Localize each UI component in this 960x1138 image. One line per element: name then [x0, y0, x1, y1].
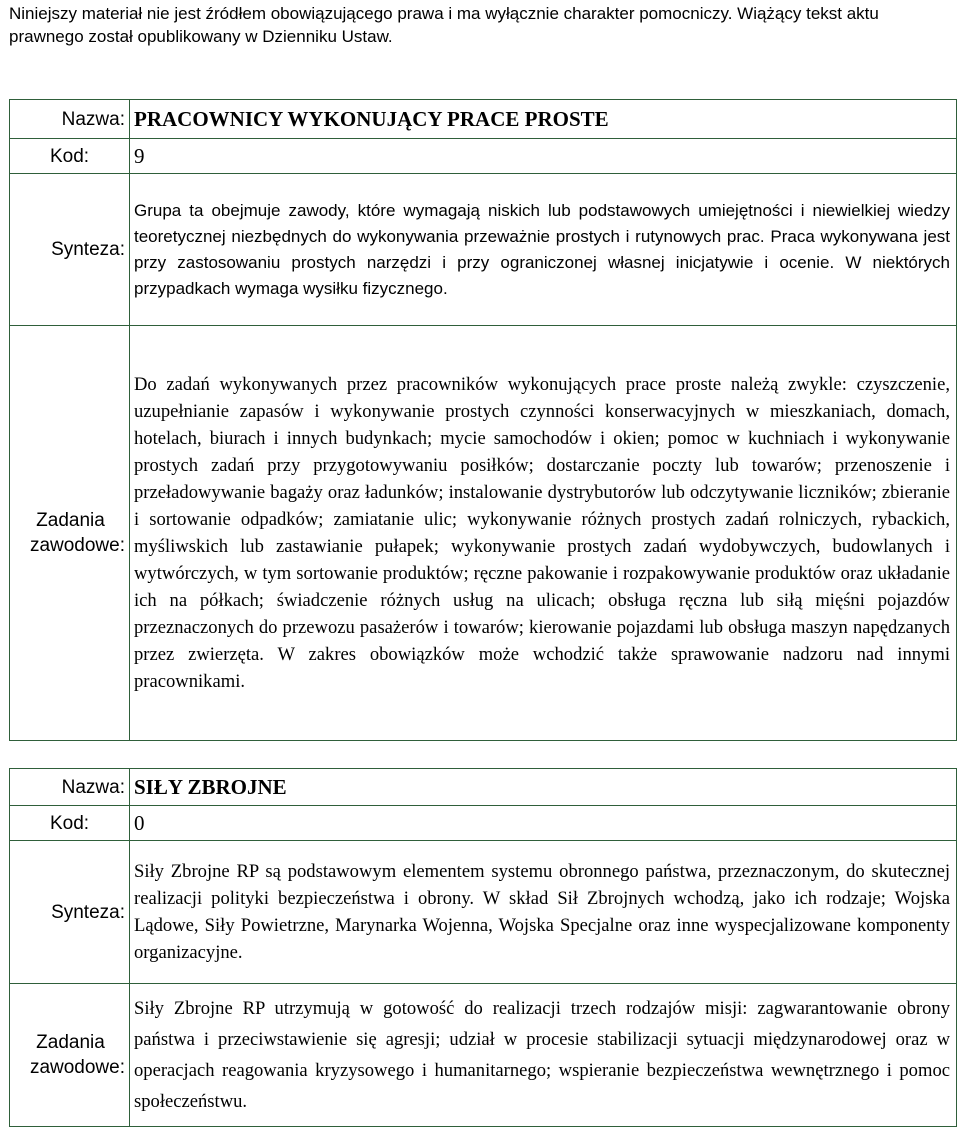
synthesis-row	[10, 841, 957, 984]
synthesis-text: Siły Zbrojne RP są podstawowym elementem systemu obronnego państwa, przeznaczonym, do skutecznej realizacji polityki bezpieczeństwa i obrony. W skład Sił Zbrojnych wchodzą, jako ich rodzaje; Wojska Lądowe, Siły Powietrzne, Marynarka Wojenna, Wojska Specjalne oraz inne wyspecjalizowane komponenty organizacyjne.	[134, 861, 950, 963]
tasks-label-line1: Zadania	[36, 1032, 105, 1053]
tasks-label-line2: zawodowe:	[29, 1057, 125, 1078]
tasks-text: Siły Zbrojne RP utrzymują w gotowość do realizacji trzech rodzajów misji: zagwarantowanie obrony państwa i przeciwstawienie się agresji; udział w procesie stabilizacji sytuacji międzynarodowej oraz w operacjach reagowania kryzysowego i humanitarnego; wspieranie bezpieczeństwa wewnętrznego i pomoc społeczeństwu.	[134, 998, 950, 1112]
group-name: PRACOWNICY WYKONUJĄCY PRACE PROSTE	[130, 100, 957, 139]
synthesis-cell	[130, 841, 957, 984]
code-label: Kod:	[10, 139, 130, 174]
name-label: Nazwa:	[10, 769, 130, 806]
tasks-label	[10, 326, 130, 741]
disclaimer-text: Niniejszy materiał nie jest źródłem obowiązującego prawa i ma wyłącznie charakter pomocniczy. Wiążący tekst aktu prawnego został opublikowany w Dzienniku Ustaw.	[9, 4, 879, 46]
occupation-table-0	[9, 768, 957, 1127]
code-row	[10, 139, 957, 174]
tasks-text: Do zadań wykonywanych przez pracowników wykonujących prace proste należą zwykle: czyszczenie, uzupełnianie zapasów i wykonywanie prostych czynności konserwacyjnych w mieszkaniach, domach, hotelach, biurach i innych budynkach; mycie samochodów i okien; pomoc w kuchniach i wykonywanie prostych zadań przy przygotowywaniu posiłków; dostarczanie poczty lub towarów; przenoszenie i przeładowywanie bagaży oraz ładunków; instalowanie dystrybutorów lub odczytywanie liczników; zbieranie i sortowanie odpadków; zamiatanie ulic; wykonywanie różnych prostych zadań rolniczych, rybackich, myśliwskich lub zastawianie pułapek; wykonywanie prostych zadań wydobywczych, budowlanych i wytwórczych, w tym sortowanie produktów; ręczne pakowanie i rozpakowywanie produktów oraz układanie ich na półkach; świadczenie różnych usług na ulicach; obsługa ręczna lub siłą mięśni pojazdów przeznaczonych do przewozu pasażerów i towarów; kierowanie pojazdami lub obsługa maszyn napędzanych przez zwierzęta. W zakres obowiązków może wchodzić także sprawowanie nadzoru nad innymi pracownikami.	[134, 374, 950, 692]
synthesis-cell	[130, 174, 957, 326]
tasks-label-line2: zawodowe:	[29, 535, 125, 556]
group-code: 0	[130, 806, 957, 841]
synthesis-label: Synteza:	[10, 841, 130, 984]
name-row	[10, 100, 957, 139]
synthesis-text: Grupa ta obejmuje zawody, które wymagają niskich lub podstawowych umiejętności i niewielkiej wiedzy teoretycznej niezbędnych do wykonywania przeważnie prostych i rutynowych prac. Praca wykonywana jest przy zastosowaniu prostych narzędzi i przy ograniczonej własnej inicjatywie i ocenie. W niektórych przypadkach wymaga wysiłku fizycznego.	[134, 200, 950, 298]
tasks-label-line1: Zadania	[36, 510, 105, 531]
tasks-row	[10, 326, 957, 741]
group-name: SIŁY ZBROJNE	[130, 769, 957, 806]
tasks-cell	[130, 984, 957, 1127]
name-label: Nazwa:	[10, 100, 130, 139]
synthesis-row	[10, 174, 957, 326]
tasks-cell	[130, 326, 957, 741]
name-row	[10, 769, 957, 806]
occupation-table-9	[9, 99, 957, 741]
code-label: Kod:	[10, 806, 130, 841]
group-code: 9	[130, 139, 957, 174]
code-row	[10, 806, 957, 841]
synthesis-label: Synteza:	[10, 174, 130, 326]
tasks-label	[10, 984, 130, 1127]
tasks-row	[10, 984, 957, 1127]
